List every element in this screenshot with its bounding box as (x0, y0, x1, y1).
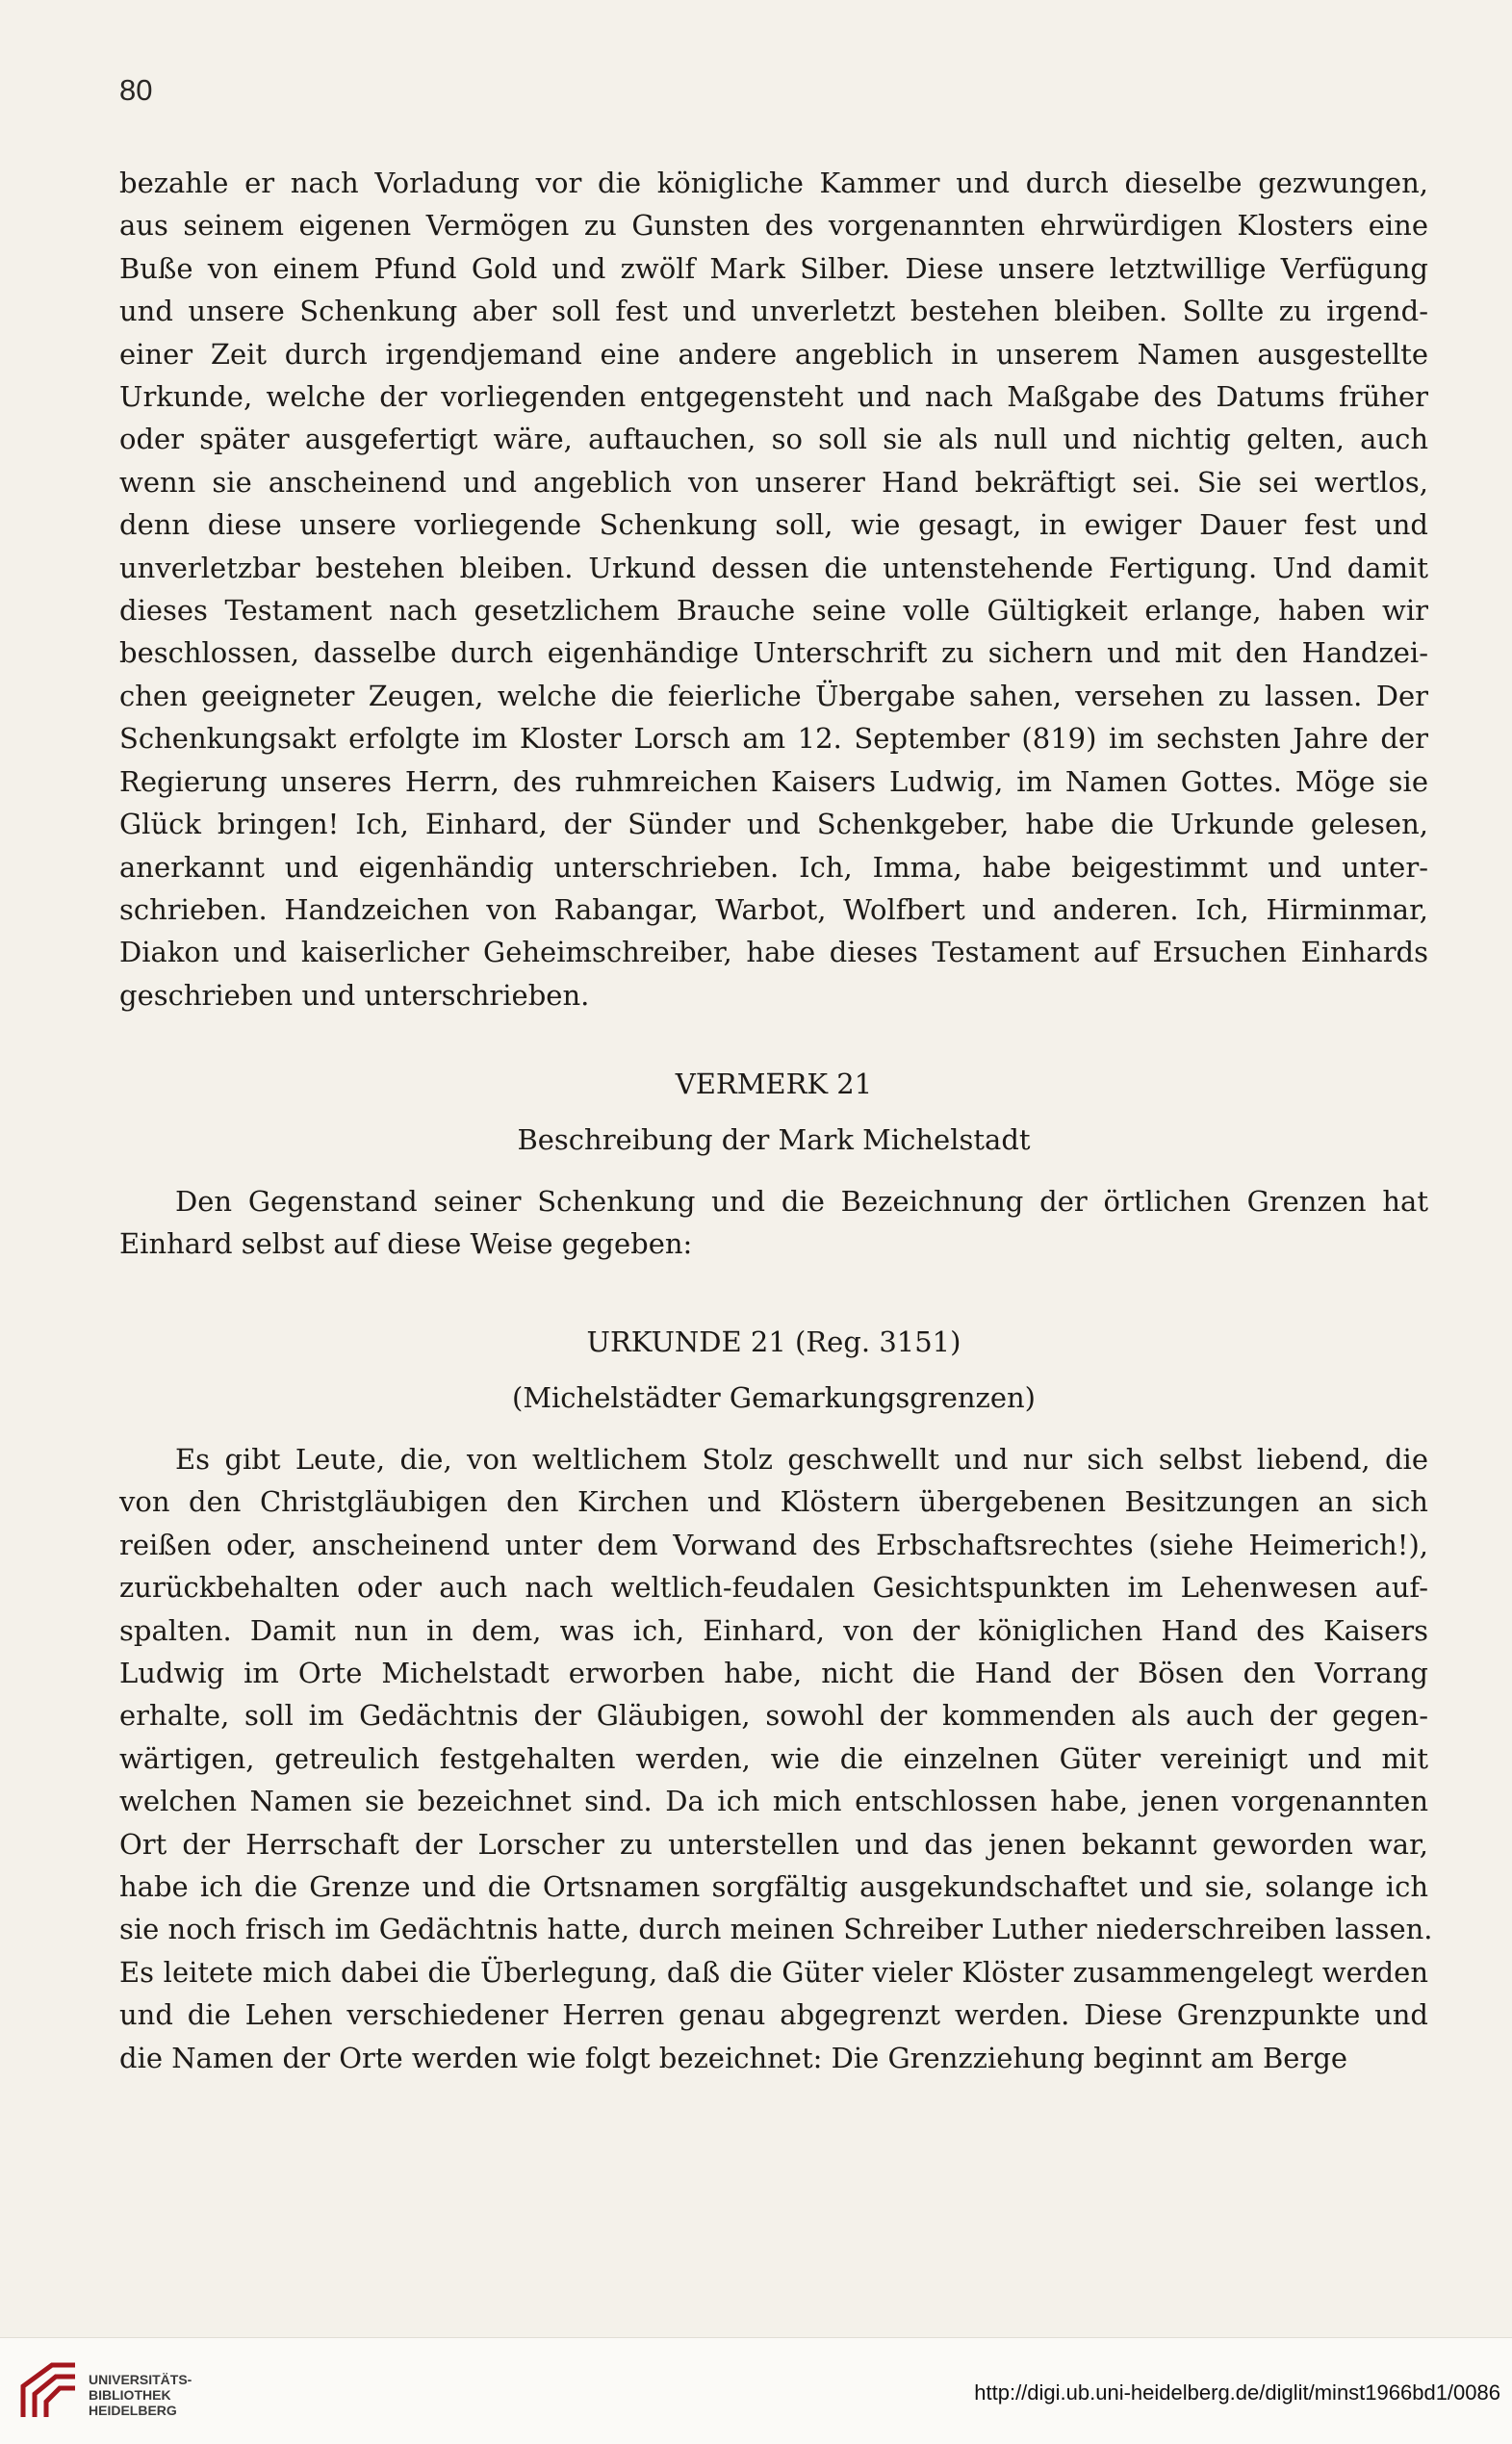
text-line: anerkannt und eigenhändig unterschrieben. Ich, Imma, habe beigestimmt und unter- (119, 850, 1428, 884)
text-line: Den Gegenstand seiner Schenkung und die Bezeichnung der örtlichen Grenzen hat (175, 1185, 1428, 1218)
text-line: sie noch frisch im Gedächtnis hatte, durch meinen Schreiber Luther niederschreiben lassen. (119, 1913, 1433, 1946)
text-line: Ludwig im Orte Michelstadt erworben habe, nicht die Hand der Bösen den Vorrang (119, 1657, 1428, 1690)
text-line: dieses Testament nach gesetzlichem Brauche seine volle Gültigkeit erlange, haben wir (119, 594, 1428, 628)
text-line: aus seinem eigenen Vermögen zu Gunsten des vorgenannten ehrwürdigen Klosters eine (119, 209, 1428, 243)
paragraph-urkunde-text (119, 1438, 1433, 2079)
page-number: 80 (119, 73, 153, 107)
text-line: oder später ausgefertigt wäre, auftauchen, so soll sie als null und nichtig gelten, auch (119, 423, 1428, 456)
text-line: Ort der Herrschaft der Lorscher zu unterstellen und das jenen bekannt geworden war, (119, 1827, 1428, 1861)
text-line: chen geeigneter Zeugen, welche die feierliche Übergabe sahen, versehen zu lassen. Der (119, 679, 1428, 712)
section-subheading-mark-michelstadt: Beschreibung der Mark Michelstadt (517, 1123, 1031, 1156)
text-line: Es gibt Leute, die, von weltlichem Stolz geschwellt und nur sich selbst liebend, die (175, 1443, 1428, 1476)
text-line: von den Christgläubigen den Kirchen und Klöstern übergebenen Besitzungen an sich (119, 1485, 1428, 1519)
text-line: einer Zeit durch irgendjemand eine andere angeblich in unserem Namen ausgestellte (119, 337, 1428, 371)
text-line: wenn sie anscheinend und angeblich von unserer Hand bekräftigt sei. Sie sei wertlos, (119, 465, 1428, 499)
text-line: reißen oder, anscheinend unter dem Vorwand des Erbschaftsrechtes (siehe Heimerich!), (119, 1528, 1428, 1561)
paragraph-testament-end (119, 162, 1428, 1016)
text-line: die Namen der Orte werden wie folgt bezeichnet: Die Grenzziehung beginnt am Berge (119, 2041, 1348, 2074)
library-name-line: HEIDELBERG (89, 2403, 177, 2418)
text-line: Es leitete mich dabei die Überlegung, daß die Güter vieler Klöster zusammengelegt werden (119, 1955, 1428, 1989)
text-line: erhalte, soll im Gedächtnis der Gläubigen, sowohl der kommenden als auch der gegen- (119, 1699, 1428, 1733)
footer-bar (0, 2337, 1512, 2444)
text-line: Glück bringen! Ich, Einhard, der Sünder und Schenkgeber, habe die Urkunde gelesen, (119, 808, 1428, 841)
text-line: zurückbehalten oder auch nach weltlich-feudalen Gesichtspunkten im Lehenwesen auf- (119, 1571, 1428, 1605)
paragraph-vermerk-intro (119, 1180, 1428, 1266)
text-line: Schenkungsakt erfolgte im Kloster Lorsch am 12. September (819) im sechsten Jahre der (119, 722, 1428, 756)
source-url-link[interactable]: http://digi.ub.uni-heidelberg.de/diglit/minst1966bd1/0086 (974, 2380, 1500, 2405)
text-line: und unsere Schenkung aber soll fest und unverletzt bestehen bleiben. Sollte zu irgend- (119, 295, 1428, 328)
section-subheading-gemarkungsgrenzen: (Michelstädter Gemarkungsgrenzen) (512, 1381, 1036, 1414)
library-name-line: UNIVERSITÄTS- (89, 2372, 192, 2387)
section-heading-urkunde: URKUNDE 21 (Reg. 3151) (586, 1325, 961, 1358)
text-line: bezahle er nach Vorladung vor die königliche Kammer und durch dieselbe gezwungen, (119, 167, 1428, 199)
text-line: Einhard selbst auf diese Weise gegeben: (119, 1227, 693, 1261)
text-line: und die Lehen verschiedener Herren genau abgegrenzt werden. Diese Grenzpunkte und (119, 1998, 1428, 2032)
library-name[interactable] (89, 2372, 192, 2418)
text-line: denn diese unsere vorliegende Schenkung soll, wie gesagt, in ewiger Dauer fest und (119, 508, 1428, 542)
text-line: unverletzbar bestehen bleiben. Urkund dessen die untenstehende Fertigung. Und damit (119, 551, 1428, 584)
text-line: geschrieben und unterschrieben. (119, 978, 590, 1012)
text-line: Diakon und kaiserlicher Geheimschreiber, habe dieses Testament auf Ersuchen Einhards (119, 936, 1428, 969)
text-line: beschlossen, dasselbe durch eigenhändige Unterschrift zu sichern und mit den Handzei- (119, 636, 1428, 670)
text-line: Buße von einem Pfund Gold und zwölf Mark Silber. Diese unsere letztwillige Verfügung (119, 251, 1428, 285)
section-heading-vermerk: VERMERK 21 (675, 1068, 873, 1100)
library-logo-icon[interactable] (13, 2357, 81, 2425)
text-line: wärtigen, getreulich festgehalten werden, wie die einzelnen Güter vereinigt und mit (119, 1741, 1428, 1775)
text-line: habe ich die Grenze und die Ortsnamen sorgfältig ausgekundschaftet und sie, solange ich (119, 1870, 1428, 1904)
text-line: Regierung unseres Herrn, des ruhmreichen Kaisers Ludwig, im Namen Gottes. Möge sie (119, 764, 1428, 798)
text-line: welchen Namen sie bezeichnet sind. Da ich mich entschlossen habe, jenen vorgenannten (119, 1785, 1428, 1818)
library-name-line: BIBLIOTHEK (89, 2387, 171, 2403)
text-line: spalten. Damit nun in dem, was ich, Einhard, von der königlichen Hand des Kaisers (119, 1613, 1428, 1647)
text-line: Urkunde, welche der vorliegenden entgegensteht und nach Maßgabe des Datums früher (119, 380, 1428, 414)
text-line: schrieben. Handzeichen von Rabangar, Warbot, Wolfbert und anderen. Ich, Hirminmar, (119, 892, 1428, 926)
